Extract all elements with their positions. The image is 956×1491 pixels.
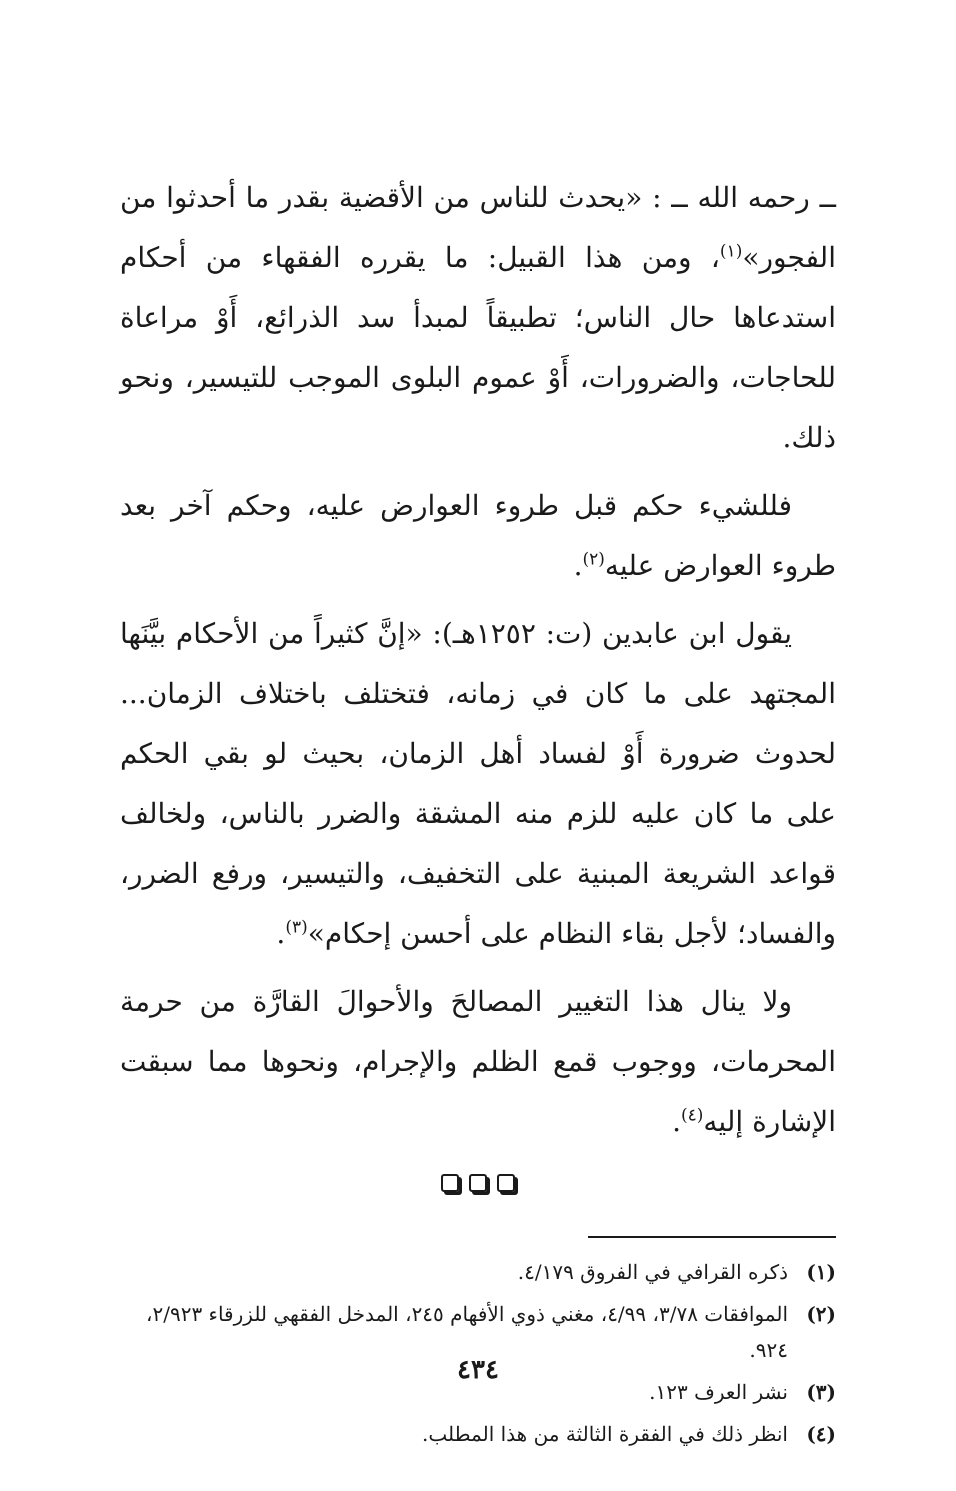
footnote-text: الموافقات ٣/٧٨، ٤/٩٩، مغني ذوي الأفهام ٢٤٥، المدخل الفقهي للزرقاء ٢/٩٢٣، ٩٢٤.: [146, 1302, 788, 1362]
footnote-ref[interactable]: (٤): [680, 1105, 704, 1126]
paragraph-text: .: [276, 917, 286, 950]
paragraph-text: ــ رحمه الله ــ : «يحدث للناس من الأقضية بقدر ما أحدثوا من الفجور»: [120, 181, 836, 274]
footnote-number: (١): [806, 1260, 836, 1284]
section-separator: [120, 1174, 836, 1192]
footnote-text: نشر العرف ١٢٣.: [649, 1380, 788, 1404]
page-body: [120, 168, 836, 1458]
footnote-number: (٣): [806, 1380, 836, 1404]
paragraph-text: فللشيء حكم قبل طروء العوارض عليه، وحكم آخر بعد طروء العوارض عليه: [120, 489, 836, 582]
footnote-divider: [588, 1236, 836, 1238]
paragraph-text: ولا ينال هذا التغيير المصالحَ والأحوالَ القارَّة من حرمة المحرمات، ووجوب قمع الظلم والإجرام، ونحوها مما سبقت الإشارة إليه: [120, 985, 836, 1138]
footnote-text: انظر ذلك في الفقرة الثالثة من هذا المطلب.: [422, 1422, 788, 1446]
square-ornament-icon: [441, 1174, 459, 1192]
paragraph: [120, 168, 836, 468]
paragraph-text: ، ومن هذا القبيل: ما يقرره الفقهاء من أحكام استدعاها حال الناس؛ تطبيقاً لمبدأ سد الذرائع، أَوْ مراعاة للحاجات، والضرورات، أَوْ عموم البلوى الموجب للتيسير، ونحو ذلك.: [120, 241, 836, 454]
square-ornament-icon: [469, 1174, 487, 1192]
paragraph: [120, 604, 836, 964]
footnote-number: (٢): [806, 1302, 836, 1326]
footnote-item: [120, 1254, 836, 1290]
page-number: ٤٣٤: [457, 1355, 499, 1385]
footnote-text: ذكره القرافي في الفروق ٤/١٧٩.: [517, 1260, 788, 1284]
paragraph-text: .: [672, 1105, 681, 1138]
square-ornament-icon: [497, 1174, 515, 1192]
paragraph-text: .: [573, 549, 583, 582]
paragraph-text: يقول ابن عابدين (ت: ١٢٥٢هـ): «إنَّ كثيراً من الأحكام بيَّنَها المجتهد على ما كان في زمانه، فتختلف باختلاف الزمان... لحدوث ضرورة أَوْ لفساد أهل الزمان، بحيث لو بقي الحكم على ما كان عليه للزم منه المشقة والضرر بالناس، ولخالف قواعد الشريعة المبنية على التخفيف، والتيسير، ورفع الضرر، والفساد؛ لأجل بقاء النظام على أحسن إحكام»: [120, 617, 836, 950]
footnote-number: (٤): [806, 1422, 836, 1446]
footnote-item: [120, 1416, 836, 1452]
footnote-ref[interactable]: (٣): [285, 917, 308, 938]
footnote-ref[interactable]: (١): [719, 241, 743, 262]
paragraph: [120, 476, 836, 596]
footnotes: [120, 1254, 836, 1452]
footnote-ref[interactable]: (٢): [582, 549, 605, 570]
paragraph: [120, 972, 836, 1152]
